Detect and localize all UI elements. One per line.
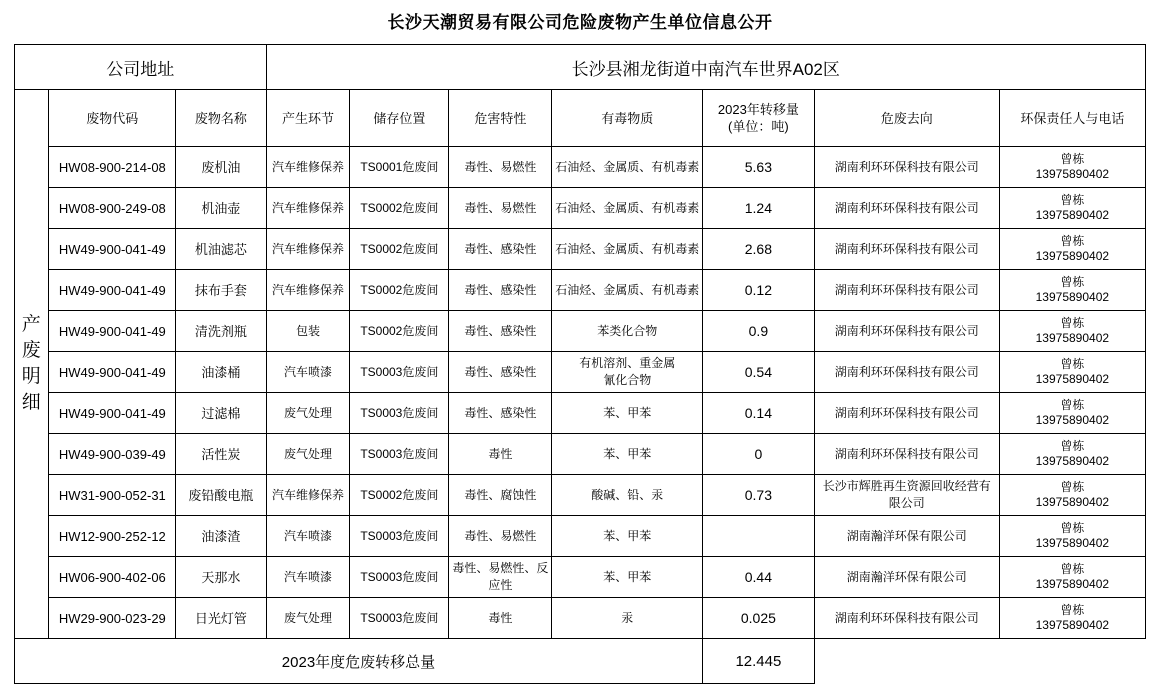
cell-storage: TS0002危废间 (350, 229, 449, 270)
cell-person-phone: 13975890402 (1035, 495, 1110, 509)
cell-destination: 湖南利环环保科技有限公司 (814, 434, 999, 475)
cell-name: 日光灯管 (176, 598, 266, 639)
cell-person-phone: 13975890402 (1035, 208, 1110, 222)
cell-stage: 汽车维修保养 (266, 475, 350, 516)
cell-person-phone: 13975890402 (1035, 290, 1110, 304)
cell-name: 抹布手套 (176, 270, 266, 311)
cell-storage: TS0001危废间 (350, 147, 449, 188)
cell-destination: 湖南利环环保科技有限公司 (814, 270, 999, 311)
cell-code: HW29-900-023-29 (49, 598, 176, 639)
cell-hazard: 毒性、易燃性 (449, 147, 552, 188)
cell-code: HW12-900-252-12 (49, 516, 176, 557)
cell-stage: 汽车维修保养 (266, 147, 350, 188)
cell-hazard: 毒性、感染性 (449, 352, 552, 393)
cell-hazard: 毒性、易燃性 (449, 188, 552, 229)
cell-name: 油漆渣 (176, 516, 266, 557)
cell-amount: 5.63 (702, 147, 814, 188)
cell-toxic: 苯、甲苯 (552, 393, 703, 434)
cell-amount: 0.14 (702, 393, 814, 434)
cell-person-name: 曾栋 (1060, 234, 1085, 248)
section-label-char-4: 细 (21, 392, 42, 413)
cell-destination: 湖南瀚洋环保有限公司 (814, 557, 999, 598)
cell-code: HW08-900-214-08 (49, 147, 176, 188)
column-header-person: 环保责任人与电话 (999, 90, 1145, 147)
column-header-stage: 产生环节 (266, 90, 350, 147)
cell-name: 油漆桶 (176, 352, 266, 393)
column-header-hazard: 危害特性 (449, 90, 552, 147)
cell-toxic: 石油烃、金属质、有机毒素 (552, 229, 703, 270)
cell-person-phone: 13975890402 (1035, 331, 1110, 345)
cell-code: HW08-900-249-08 (49, 188, 176, 229)
cell-code: HW49-900-041-49 (49, 311, 176, 352)
cell-code: HW49-900-039-49 (49, 434, 176, 475)
cell-destination: 湖南利环环保科技有限公司 (814, 311, 999, 352)
cell-person-name: 曾栋 (1060, 152, 1085, 166)
cell-name: 机油壶 (176, 188, 266, 229)
waste-disclosure-table (14, 44, 1146, 684)
cell-code: HW49-900-041-49 (49, 352, 176, 393)
address-value: 长沙县湘龙街道中南汽车世界A02区 (266, 45, 1145, 90)
cell-amount: 1.24 (702, 188, 814, 229)
cell-toxic: 石油烃、金属质、有机毒素 (552, 270, 703, 311)
cell-person-name: 曾栋 (1060, 521, 1085, 535)
cell-destination: 湖南利环环保科技有限公司 (814, 229, 999, 270)
cell-amount: 0.44 (702, 557, 814, 598)
cell-toxic (552, 352, 703, 393)
cell-amount: 2.68 (702, 229, 814, 270)
cell-name: 废机油 (176, 147, 266, 188)
cell-storage: TS0003危废间 (350, 352, 449, 393)
address-row (15, 45, 1146, 90)
cell-stage: 废气处理 (266, 434, 350, 475)
cell-code: HW49-900-041-49 (49, 393, 176, 434)
table-row (15, 516, 1146, 557)
cell-person (999, 352, 1145, 393)
cell-stage: 汽车喷漆 (266, 516, 350, 557)
table-row (15, 270, 1146, 311)
cell-toxic: 石油烃、金属质、有机毒素 (552, 188, 703, 229)
cell-person-phone: 13975890402 (1035, 536, 1110, 550)
cell-storage: TS0003危废间 (350, 598, 449, 639)
cell-hazard: 毒性 (449, 434, 552, 475)
cell-person-phone: 13975890402 (1035, 372, 1110, 386)
cell-person (999, 311, 1145, 352)
cell-person-name: 曾栋 (1060, 316, 1085, 330)
section-label-char-2: 废 (21, 340, 42, 361)
total-label: 2023年度危废转移总量 (15, 639, 703, 684)
cell-hazard: 毒性、感染性 (449, 229, 552, 270)
cell-person-name: 曾栋 (1060, 562, 1085, 576)
cell-name: 机油滤芯 (176, 229, 266, 270)
cell-storage: TS0003危废间 (350, 393, 449, 434)
cell-person (999, 393, 1145, 434)
cell-amount: 0.12 (702, 270, 814, 311)
cell-storage: TS0003危废间 (350, 516, 449, 557)
page-title: 长沙天潮贸易有限公司危险废物产生单位信息公开 (387, 13, 773, 32)
cell-hazard: 毒性、感染性 (449, 270, 552, 311)
cell-name: 过滤棉 (176, 393, 266, 434)
cell-storage: TS0003危废间 (350, 434, 449, 475)
cell-person-phone: 13975890402 (1035, 249, 1110, 263)
cell-person-name: 曾栋 (1060, 193, 1085, 207)
address-label: 公司地址 (15, 45, 267, 90)
cell-toxic: 石油烃、金属质、有机毒素 (552, 147, 703, 188)
column-header-storage: 储存位置 (350, 90, 449, 147)
cell-person (999, 270, 1145, 311)
column-header-name: 废物名称 (176, 90, 266, 147)
column-header-amount-line1: 2023年转移量 (717, 102, 799, 117)
cell-storage: TS0002危废间 (350, 188, 449, 229)
cell-stage: 汽车维修保养 (266, 229, 350, 270)
table-row (15, 475, 1146, 516)
cell-stage: 包装 (266, 311, 350, 352)
cell-person-name: 曾栋 (1060, 439, 1085, 453)
cell-person-name: 曾栋 (1060, 603, 1085, 617)
cell-stage: 废气处理 (266, 598, 350, 639)
cell-person (999, 188, 1145, 229)
cell-person (999, 598, 1145, 639)
cell-person-name: 曾栋 (1060, 357, 1085, 371)
total-empty-cell (814, 639, 1145, 684)
column-header-row (15, 90, 1146, 147)
cell-hazard: 毒性、感染性 (449, 311, 552, 352)
cell-toxic: 苯、甲苯 (552, 557, 703, 598)
cell-person-name: 曾栋 (1060, 480, 1085, 494)
table-row (15, 229, 1146, 270)
cell-hazard: 毒性 (449, 598, 552, 639)
cell-hazard: 毒性、易燃性、反应性 (449, 557, 552, 598)
cell-toxic-line1: 有机溶剂、重金属 (579, 356, 676, 370)
cell-toxic: 苯、甲苯 (552, 516, 703, 557)
cell-stage: 汽车维修保养 (266, 270, 350, 311)
table-row (15, 557, 1146, 598)
cell-storage: TS0003危废间 (350, 557, 449, 598)
cell-toxic: 酸碱、铅、汞 (552, 475, 703, 516)
cell-toxic-line2: 氰化合物 (603, 373, 652, 387)
table-row (15, 598, 1146, 639)
table-row (15, 188, 1146, 229)
cell-person (999, 229, 1145, 270)
cell-person-name: 曾栋 (1060, 398, 1085, 412)
cell-code: HW49-900-041-49 (49, 270, 176, 311)
cell-hazard: 毒性、感染性 (449, 393, 552, 434)
cell-storage: TS0002危废间 (350, 475, 449, 516)
cell-toxic: 苯类化合物 (552, 311, 703, 352)
cell-amount: 0.73 (702, 475, 814, 516)
total-value: 12.445 (702, 639, 814, 684)
column-header-destination: 危废去向 (814, 90, 999, 147)
section-label-char-1: 产 (21, 314, 42, 335)
cell-hazard: 毒性、腐蚀性 (449, 475, 552, 516)
cell-person-phone: 13975890402 (1035, 618, 1110, 632)
cell-name: 清洗剂瓶 (176, 311, 266, 352)
cell-destination: 长沙市辉胜再生资源回收经营有限公司 (814, 475, 999, 516)
cell-name: 废铅酸电瓶 (176, 475, 266, 516)
section-label-char-3: 明 (21, 366, 42, 387)
cell-person (999, 475, 1145, 516)
cell-person-phone: 13975890402 (1035, 167, 1110, 181)
table-row (15, 147, 1146, 188)
cell-person-phone: 13975890402 (1035, 454, 1110, 468)
column-header-code: 废物代码 (49, 90, 176, 147)
cell-toxic: 汞 (552, 598, 703, 639)
cell-destination: 湖南瀚洋环保有限公司 (814, 516, 999, 557)
cell-person (999, 147, 1145, 188)
table-row (15, 352, 1146, 393)
cell-hazard: 毒性、易燃性 (449, 516, 552, 557)
cell-storage: TS0002危废间 (350, 270, 449, 311)
cell-amount: 0 (702, 434, 814, 475)
cell-destination: 湖南利环环保科技有限公司 (814, 352, 999, 393)
cell-toxic: 苯、甲苯 (552, 434, 703, 475)
cell-name: 活性炭 (176, 434, 266, 475)
total-row (15, 639, 1146, 684)
cell-storage: TS0002危废间 (350, 311, 449, 352)
section-label-vertical (15, 90, 49, 639)
cell-destination: 湖南利环环保科技有限公司 (814, 147, 999, 188)
cell-destination: 湖南利环环保科技有限公司 (814, 598, 999, 639)
column-header-toxic: 有毒物质 (552, 90, 703, 147)
table-row (15, 434, 1146, 475)
cell-amount: 0.9 (702, 311, 814, 352)
cell-destination: 湖南利环环保科技有限公司 (814, 188, 999, 229)
table-row (15, 311, 1146, 352)
cell-person (999, 557, 1145, 598)
column-header-amount-line2: (单位：吨) (728, 119, 789, 134)
cell-destination: 湖南利环环保科技有限公司 (814, 393, 999, 434)
cell-person (999, 516, 1145, 557)
cell-amount: 0.54 (702, 352, 814, 393)
column-header-amount (702, 90, 814, 147)
cell-code: HW31-900-052-31 (49, 475, 176, 516)
cell-person-phone: 13975890402 (1035, 413, 1110, 427)
cell-name: 天那水 (176, 557, 266, 598)
cell-person-phone: 13975890402 (1035, 577, 1110, 591)
cell-code: HW49-900-041-49 (49, 229, 176, 270)
cell-stage: 汽车维修保养 (266, 188, 350, 229)
cell-amount: 0.025 (702, 598, 814, 639)
cell-stage: 汽车喷漆 (266, 557, 350, 598)
cell-person-name: 曾栋 (1060, 275, 1085, 289)
table-row (15, 393, 1146, 434)
cell-stage: 汽车喷漆 (266, 352, 350, 393)
cell-amount (702, 516, 814, 557)
cell-code: HW06-900-402-06 (49, 557, 176, 598)
cell-stage: 废气处理 (266, 393, 350, 434)
cell-person (999, 434, 1145, 475)
